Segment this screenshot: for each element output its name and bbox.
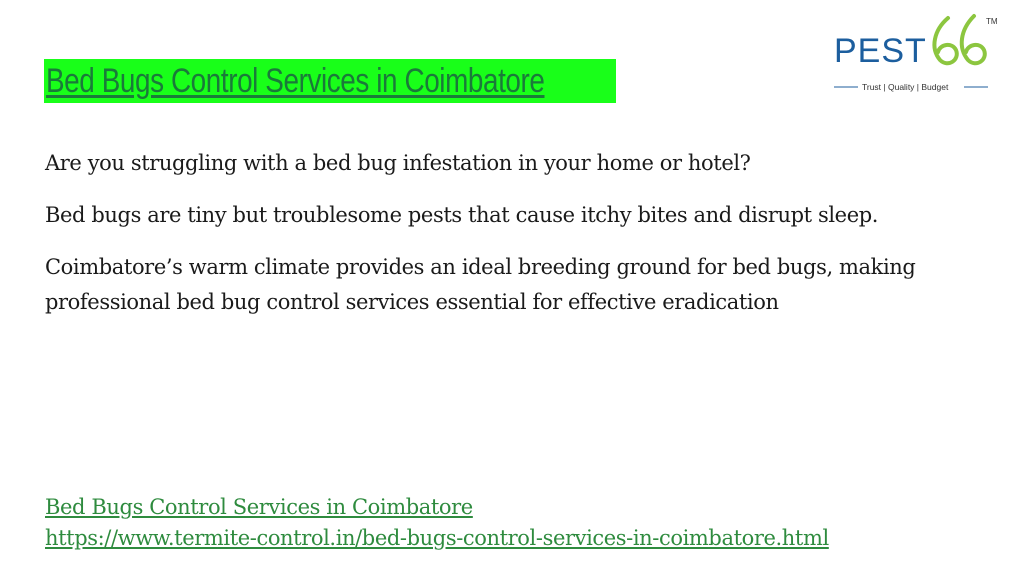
paragraph-1: Are you struggling with a bed bug infestation in your home or hotel?: [45, 151, 751, 175]
logo-brand-text: PEST: [834, 32, 927, 70]
title-highlight: [44, 59, 616, 103]
body-text: [45, 146, 995, 337]
service-link-label[interactable]: Bed Bugs Control Services in Coimbatore: [45, 495, 473, 519]
logo-trademark: TM: [986, 17, 998, 26]
page-title[interactable]: Bed Bugs Control Services in Coimbatore: [46, 61, 545, 100]
logo-tagline: Trust | Quality | Budget: [862, 82, 949, 92]
service-link-url[interactable]: https://www.termite-control.in/bed-bugs-control-services-in-coimbatore.html: [45, 526, 829, 550]
paragraph-2: Bed bugs are tiny but troublesome pests that cause itchy bites and disrupt sleep.: [45, 203, 879, 227]
footer-links: [45, 492, 965, 554]
pest66-logo: [830, 10, 1000, 96]
logo-66-mark: [934, 16, 984, 63]
pest66-logo-graphic: [830, 10, 1000, 96]
paragraph-3: Coimbatore’s warm climate provides an ideal breeding ground for bed bugs, making professional bed bug control services essential for effective eradication: [45, 255, 916, 314]
